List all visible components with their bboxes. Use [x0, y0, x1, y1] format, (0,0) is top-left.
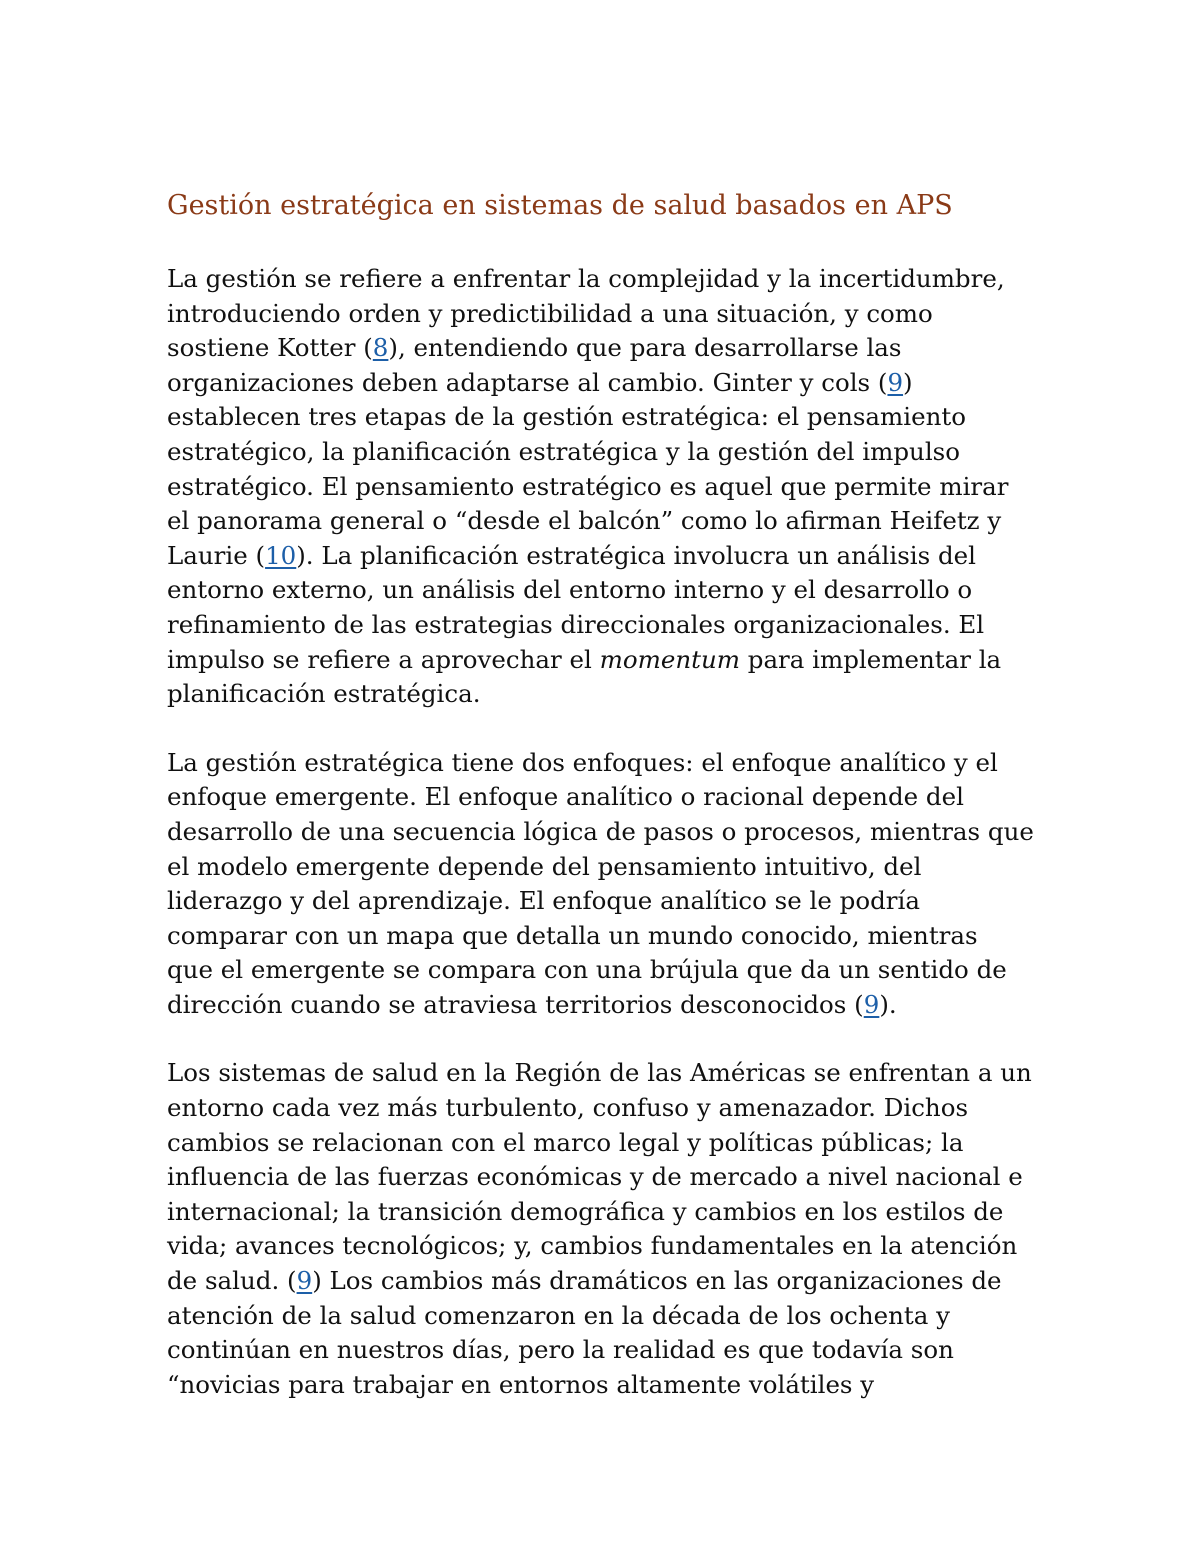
- citation-link[interactable]: 8: [372, 333, 389, 363]
- text-line: [167, 1056, 1047, 1091]
- text-line: [167, 1368, 1047, 1403]
- paragraphs-container: [167, 262, 1047, 1402]
- text-segment: estratégico. El pensamiento estratégico es aquel que permite mirar: [167, 471, 1009, 501]
- text-line: [167, 815, 1047, 850]
- text-line: [167, 1299, 1047, 1334]
- text-segment: ), entendiendo que para desarrollarse las: [388, 333, 902, 363]
- text-segment: el modelo emergente depende del pensamiento intuitivo, del: [167, 851, 922, 881]
- text-line: [167, 1091, 1047, 1126]
- text-line: [167, 953, 1047, 988]
- text-line: [167, 1333, 1047, 1368]
- text-line: [167, 1126, 1047, 1161]
- text-segment: de salud. (: [167, 1266, 297, 1296]
- citation-link[interactable]: 10: [265, 540, 297, 570]
- text-segment: dirección cuando se atraviesa territorios desconocidos (: [167, 989, 864, 1019]
- text-segment: La gestión estratégica tiene dos enfoques: el enfoque analítico y el: [167, 747, 998, 777]
- text-segment: internacional; la transición demográfica y cambios en los estilos de: [167, 1196, 1004, 1226]
- text-line: [167, 608, 1047, 643]
- text-segment: sostiene Kotter (: [167, 333, 373, 363]
- text-line: [167, 677, 1047, 712]
- text-line: [167, 573, 1047, 608]
- text-segment: desarrollo de una secuencia lógica de pasos o procesos, mientras que: [167, 816, 1034, 846]
- text-line: [167, 780, 1047, 815]
- text-segment: liderazgo y del aprendizaje. El enfoque analítico se le podría: [167, 886, 920, 916]
- body-paragraph: [167, 746, 1047, 1023]
- text-segment: cambios se relacionan con el marco legal y políticas públicas; la: [167, 1127, 964, 1157]
- text-segment: para implementar la: [739, 644, 1002, 674]
- body-paragraph: [167, 1056, 1047, 1402]
- text-line: [167, 919, 1047, 954]
- text-line: [167, 643, 1047, 678]
- text-segment: Laurie (: [167, 540, 266, 570]
- text-segment: continúan en nuestros días, pero la realidad es que todavía son: [167, 1335, 954, 1365]
- citation-link[interactable]: 9: [887, 367, 904, 397]
- text-segment: estratégico, la planificación estratégica y la gestión del impulso: [167, 436, 960, 466]
- text-line: [167, 884, 1047, 919]
- text-line: [167, 366, 1047, 401]
- text-segment: vida; avances tecnológicos; y, cambios fundamentales en la atención: [167, 1231, 1018, 1261]
- text-line: [167, 1264, 1047, 1299]
- text-line: [167, 504, 1047, 539]
- text-segment: influencia de las fuerzas económicas y de mercado a nivel nacional e: [167, 1162, 1023, 1192]
- text-segment: el panorama general o “desde el balcón” como lo afirman Heifetz y: [167, 506, 1002, 536]
- section-heading: Gestión estratégica en sistemas de salud basados en APS: [167, 190, 953, 221]
- text-segment: atención de la salud comenzaron en la década de los ochenta y: [167, 1300, 951, 1330]
- text-segment: que el emergente se compara con una brújula que da un sentido de: [167, 955, 1007, 985]
- text-segment: entorno externo, un análisis del entorno interno y el desarrollo o: [167, 575, 973, 605]
- text-segment: entorno cada vez más turbulento, confuso y amenazador. Dichos: [167, 1093, 969, 1123]
- text-line: [167, 1160, 1047, 1195]
- text-segment: ): [903, 367, 913, 397]
- text-line: [167, 746, 1047, 781]
- text-segment: establecen tres etapas de la gestión estratégica: el pensamiento: [167, 402, 966, 432]
- text-segment: introduciendo orden y predictibilidad a una situación, y como: [167, 298, 933, 328]
- text-line: [167, 539, 1047, 574]
- document-body: [167, 188, 1047, 1436]
- text-line: [167, 850, 1047, 885]
- text-segment: impulso se refiere a aprovechar el: [167, 644, 600, 674]
- emphasized-text: momentum: [599, 644, 740, 674]
- text-line: [167, 435, 1047, 470]
- text-line: [167, 262, 1047, 297]
- text-segment: refinamiento de las estrategias direccionales organizacionales. El: [167, 609, 985, 639]
- text-line: [167, 400, 1047, 435]
- text-segment: ). La planificación estratégica involucra un análisis del: [296, 540, 976, 570]
- text-segment: ).: [879, 989, 897, 1019]
- text-segment: planificación estratégica.: [167, 679, 481, 709]
- text-line: [167, 470, 1047, 505]
- citation-link[interactable]: 9: [296, 1266, 313, 1296]
- citation-link[interactable]: 9: [863, 989, 880, 1019]
- text-segment: La gestión se refiere a enfrentar la complejidad y la incertidumbre,: [167, 264, 1005, 293]
- text-segment: ) Los cambios más dramáticos en las organizaciones de: [312, 1266, 1002, 1296]
- body-paragraph: [167, 262, 1047, 712]
- text-line: [167, 297, 1047, 332]
- text-line: [167, 1229, 1047, 1264]
- text-segment: enfoque emergente. El enfoque analítico o racional depende del: [167, 782, 964, 812]
- text-line: [167, 1195, 1047, 1230]
- text-segment: Los sistemas de salud en la Región de las Américas se enfrentan a un: [167, 1058, 1032, 1088]
- text-line: [167, 331, 1047, 366]
- text-segment: organizaciones deben adaptarse al cambio. Ginter y cols (: [167, 367, 888, 397]
- text-segment: “novicias para trabajar en entornos altamente volátiles y: [167, 1369, 875, 1399]
- text-segment: comparar con un mapa que detalla un mundo conocido, mientras: [167, 920, 978, 950]
- text-line: [167, 988, 1047, 1023]
